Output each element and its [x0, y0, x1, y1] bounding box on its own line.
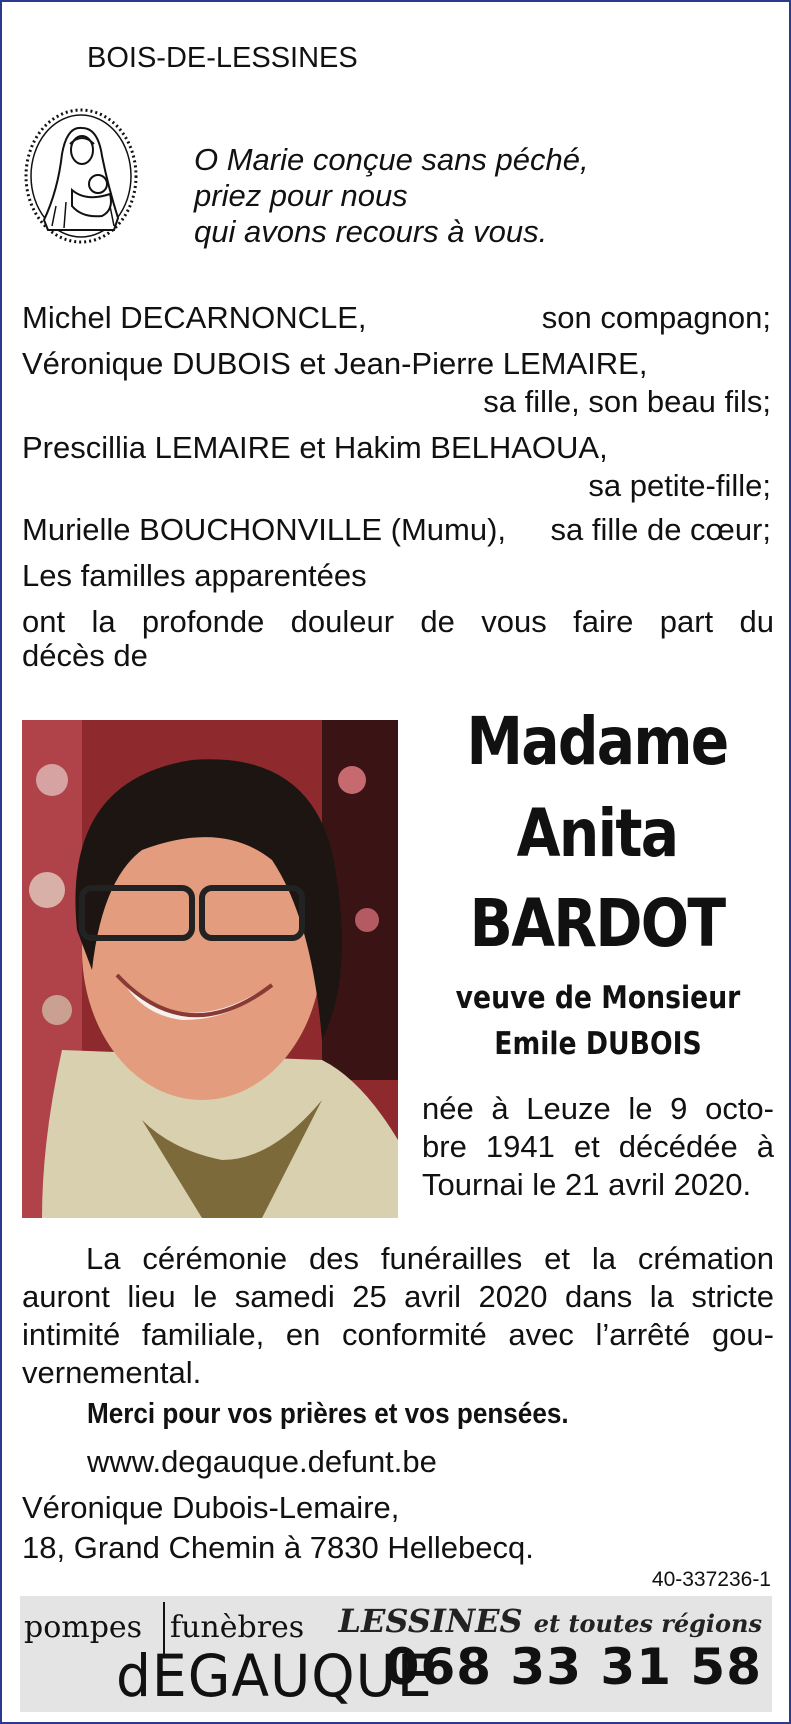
family-relation: son compagnon; [541, 300, 771, 335]
prayer-line: priez pour nous [194, 178, 408, 213]
family-name: Murielle BOUCHONVILLE (Mumu), [22, 512, 507, 547]
ceremony-line: vernemental. [22, 1355, 202, 1390]
birth-death-info [422, 1090, 774, 1204]
birth-death-line: née à Leuze le 9 octo- [422, 1091, 774, 1126]
virgin-mary-icon [22, 106, 140, 246]
deceased-first-name: Anita [516, 795, 678, 872]
contact-address [22, 1488, 534, 1568]
thanks-line: Merci pour vos prières et vos pensées. [87, 1398, 569, 1430]
website-link[interactable]: www.degauque.defunt.be [87, 1444, 437, 1479]
phone-number[interactable]: 068 33 31 58 [384, 1638, 762, 1696]
family-relation: sa fille de cœur; [550, 512, 771, 547]
contact-line: Véronique Dubois-Lemaire, [22, 1490, 400, 1525]
service-region [338, 1602, 762, 1640]
banner-label-funebres: funèbres [170, 1610, 305, 1645]
widow-of-name: Emile DUBOIS [494, 1026, 702, 1062]
ceremony-line: intimité familiale, en conformité avec l’arrêté gou- [22, 1317, 774, 1352]
widow-of-line: veuve de Monsieur [455, 980, 741, 1016]
family-name: Véronique DUBOIS et Jean-Pierre LEMAIRE, [22, 346, 648, 381]
relatives-line: Les familles apparentées [22, 558, 367, 593]
portrait-photo [22, 720, 398, 1218]
family-relation: sa fille, son beau fils; [483, 384, 771, 419]
funeral-home-banner [20, 1596, 772, 1712]
family-name: Prescillia LEMAIRE et Hakim BELHAOUA, [22, 430, 608, 465]
ceremony-line: La cérémonie des funérailles et la crémation [86, 1241, 774, 1276]
ceremony-line: auront lieu le samedi 25 avril 2020 dans la stricte [22, 1279, 774, 1314]
reference-number: 40-337236-1 [651, 1568, 771, 1591]
deceased-title: Madame [466, 703, 728, 780]
prayer-text [194, 142, 589, 250]
ceremony-text [22, 1240, 774, 1392]
prayer-line: O Marie conçue sans péché, [194, 142, 589, 177]
contact-line: 18, Grand Chemin à 7830 Hellebecq. [22, 1530, 534, 1565]
family-relation: sa petite-fille; [588, 468, 771, 503]
deceased-last-name: BARDOT [469, 885, 725, 962]
region-main: LESSINES [338, 1602, 523, 1640]
birth-death-line: Tournai le 21 avril 2020. [422, 1167, 752, 1202]
region-rest: et toutes régions [533, 1609, 762, 1638]
birth-death-line: bre 1941 et décédée à [422, 1129, 774, 1164]
announcement-line: ont la profonde douleur de vous faire part du [22, 604, 774, 639]
banner-label-pompes: pompes [24, 1610, 143, 1645]
family-name: Michel DECARNONCLE, [22, 300, 367, 335]
funeral-home-brand: dEGAUQUE [116, 1642, 433, 1710]
town-name: BOIS-DE-LESSINES [87, 42, 358, 74]
prayer-line: qui avons recours à vous. [194, 214, 548, 249]
announcement-line: décès de [22, 638, 148, 673]
